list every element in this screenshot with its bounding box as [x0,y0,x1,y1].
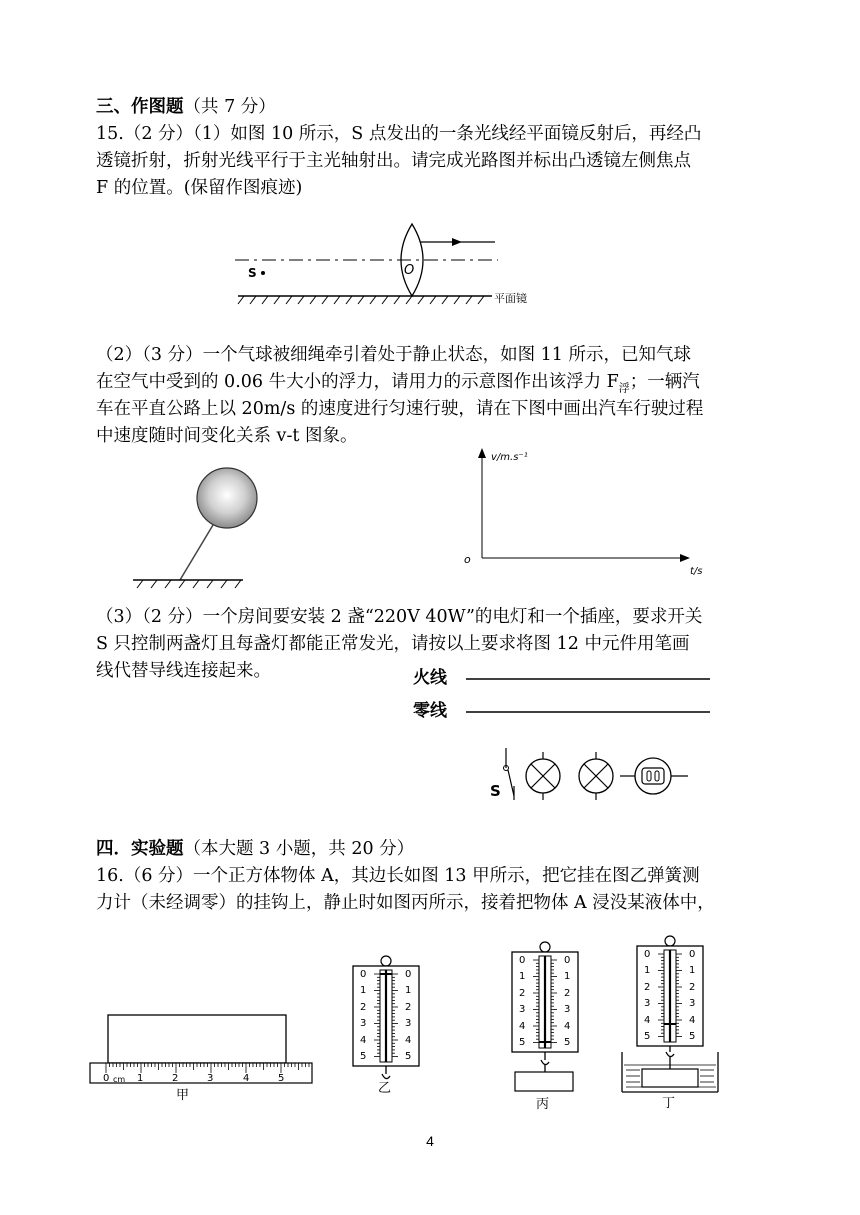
y-axis-arrow [478,448,486,458]
scale-label: 2 [405,1002,412,1013]
mirror-label: 平面镜 [494,292,527,305]
point-s [261,271,265,275]
figure-13-ruler [86,1010,318,1105]
scale-label: 3 [519,1004,526,1015]
figure-10-lens-mirror [230,222,570,312]
scale-label: 3 [360,1018,367,1029]
scale-label: 0 [644,949,651,960]
ruler-unit: cm [113,1075,126,1084]
scale-label: 4 [519,1021,526,1032]
caption-jia: 甲 [176,1088,190,1103]
scale-label: 1 [519,971,526,982]
scale-label: 5 [405,1051,412,1062]
point-s-label: S [248,266,257,280]
section3-heading [96,94,786,121]
q15-p2-line1: （2）（3 分）一个气球被细绳牵引着处于静止状态，如图 11 所示，已知气球 [96,345,691,365]
scale-label: 2 [644,982,651,993]
switch-label: S [490,782,501,800]
scale-label: 4 [360,1035,367,1046]
scale-label: 1 [405,985,412,996]
top-ring [381,956,391,966]
balloon [197,468,257,528]
figure-11-balloon [125,462,275,592]
scale-label: 4 [564,1021,571,1032]
scale-label: 1 [360,985,367,996]
ruler-label: 1 [137,1073,144,1084]
live-wire-label: 火线 [413,668,447,688]
hook [382,1066,390,1079]
scale-label: 3 [564,1004,571,1015]
q15-p3-line3: 线代替导线连接起来。 [96,661,271,681]
neutral-wire-label: 零线 [413,701,447,721]
socket-face [642,768,664,784]
vt-graph [458,446,718,581]
scale-label: 4 [644,1015,651,1026]
ruler-label: 2 [172,1073,179,1084]
q15-p2-line3: 车在平直公路上以 20m/s 的速度进行匀速行驶，请在下图中画出汽车行驶过程 [96,399,704,419]
y-axis-label: v/m.s⁻¹ [491,452,528,463]
section4-title: 四．实验题 [96,839,184,859]
q15-p1-line2: 透镜折射，折射光线平行于主光轴射出。请完成光路图并标出凸透镜左侧焦点 [96,151,691,171]
scale-label: 0 [564,955,571,966]
top-ring [540,942,550,952]
origin-label: o [464,553,471,566]
ruler-label: 5 [278,1073,285,1084]
top-ring [665,936,675,946]
ray-arrow [452,238,462,246]
scale-label: 5 [564,1037,571,1048]
x-axis-arrow [680,554,690,562]
socket [635,758,671,794]
spring-scale-bing [505,938,587,1112]
scale-label: 2 [689,982,696,993]
scale-label: 5 [360,1051,367,1062]
object-a-submerged [642,1069,698,1087]
x-axis-label: t/s [690,566,703,577]
mirror-hatching [238,296,484,304]
q16-line1: 16.（6 分）一个正方体物体 A，其边长如图 13 甲所示，把它挂在图乙弹簧测 [96,866,700,886]
caption-bing: 丙 [536,1097,550,1112]
spring-scale-yi [346,952,428,1096]
q15-p2-line4: 中速度随时间变化关系 v-t 图象。 [96,426,358,446]
scale-label: 0 [405,969,412,980]
buoyancy-subscript: 浮 [618,381,630,395]
scale-label: 4 [405,1035,412,1046]
lens-center-label: O [404,263,415,278]
figure-12-circuit [410,660,730,825]
scale-label: 2 [360,1002,367,1013]
ruler-label: 0 [103,1073,110,1084]
scale-label: 1 [644,965,651,976]
scale-label: 1 [564,971,571,982]
balloon-string [180,525,213,580]
scale-label: 3 [405,1018,412,1029]
hook [541,1052,549,1072]
ruler-label: 3 [207,1073,214,1084]
scale-label: 5 [519,1037,526,1048]
scale-label: 3 [689,998,696,1009]
switch-blade [508,770,514,796]
q15-p3-line1: （3）（2 分）一个房间要安装 2 盏“220V 40W”的电灯和一个插座，要求开关 [96,607,703,627]
cube-block [108,1015,286,1063]
scale-label: 5 [644,1031,651,1042]
section3-score: （共 7 分） [183,97,276,117]
scale-label: 1 [689,965,696,976]
q15-p3-line2: S 只控制两盏灯且每盏灯都能正常发光，请按以上要求将图 12 中元件用笔画 [96,634,690,654]
scale-label: 2 [519,988,526,999]
page-number: 4 [426,1133,434,1149]
q16-line2: 力计（未经调零）的挂钩上，静止时如图丙所示，接着把物体 A 浸没某液体中， [96,893,715,913]
scale-label: 0 [519,955,526,966]
section4-heading [96,836,786,863]
caption-ding: 丁 [662,1096,676,1111]
scale-label: 2 [564,988,571,999]
q15-p2-line2-b: ；一辆汽 [629,372,700,392]
section3-title: 三、作图题 [96,97,184,117]
scale-label: 0 [360,969,367,980]
caption-yi: 乙 [378,1081,392,1096]
section4-score: （本大题 3 小题，共 20 分） [183,839,415,859]
scale-label: 5 [689,1031,696,1042]
spring-scale-ding [620,932,722,1111]
scale-label: 0 [689,949,696,960]
ground-hatching [137,580,241,588]
scale-label: 4 [689,1015,696,1026]
q15-p1-line3: F 的位置。(保留作图痕迹) [96,178,303,198]
q15-p2-line2-a: 在空气中受到的 0.06 牛大小的浮力，请用力的示意图作出该浮力 F [96,372,619,392]
ruler-label: 4 [243,1073,250,1084]
hook [666,1046,674,1070]
object-a [515,1072,573,1091]
q15-p1-line1: 15.（2 分）（1）如图 10 所示，S 点发出的一条光线经平面镜反射后，再经凸 [96,124,702,144]
scale-label: 3 [644,998,651,1009]
